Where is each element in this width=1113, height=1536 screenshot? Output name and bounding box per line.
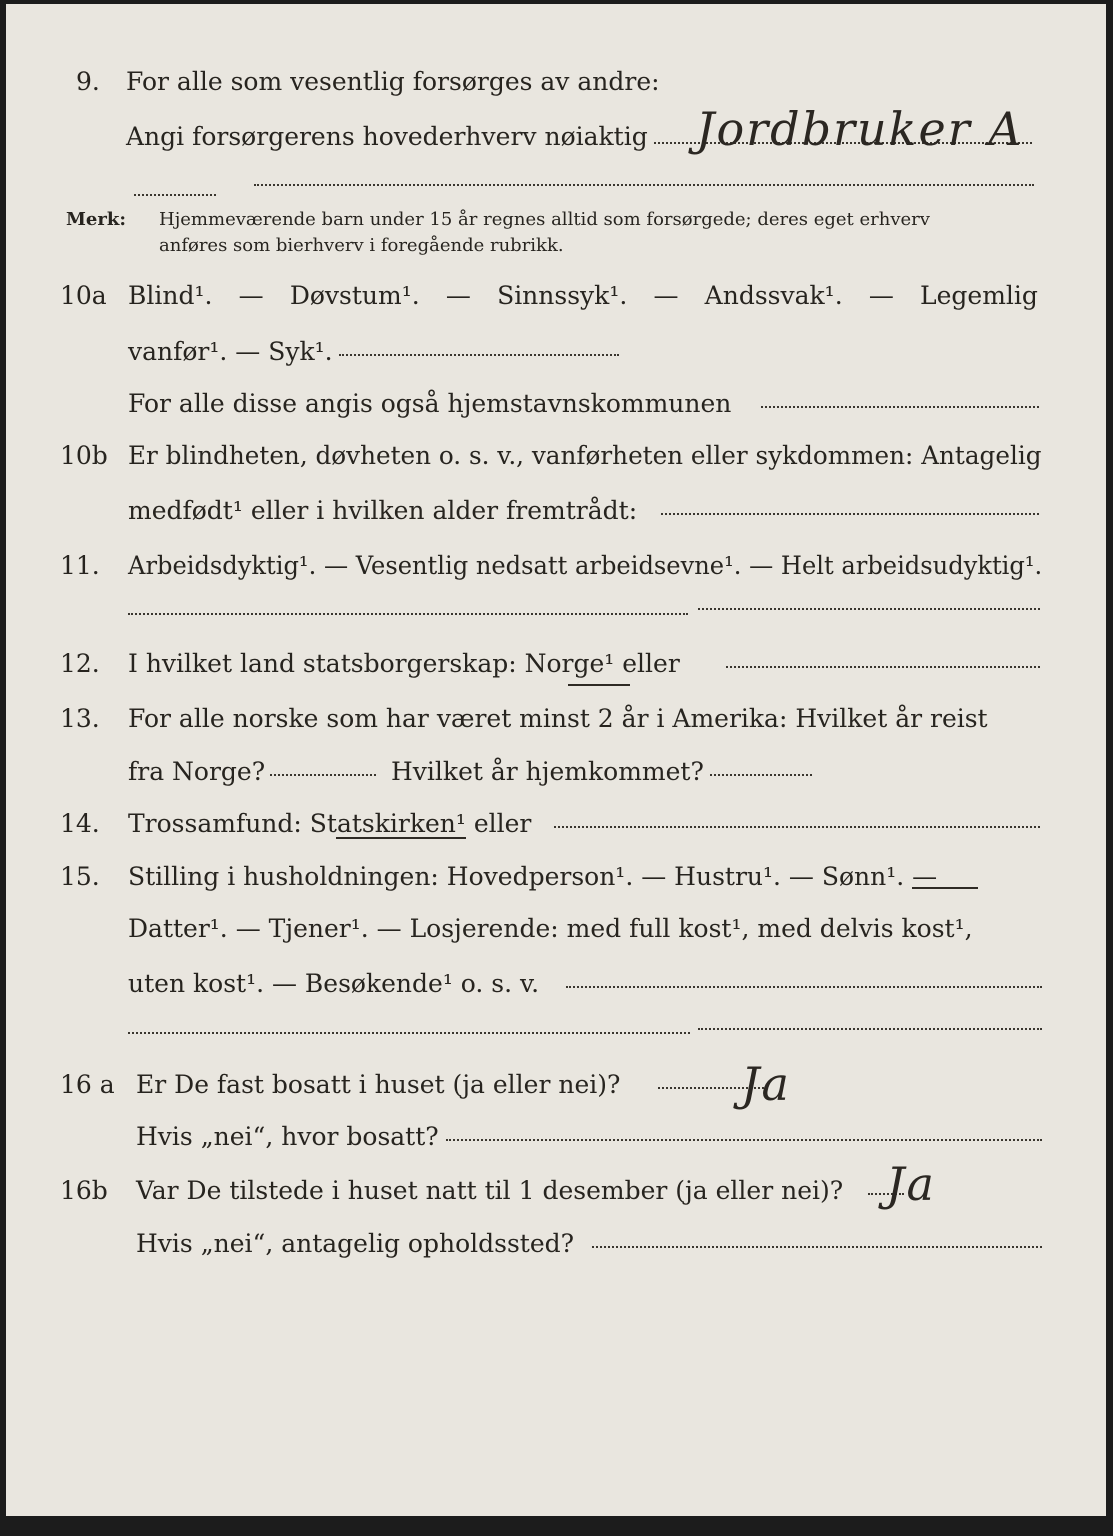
q9-extra-line-a: [134, 194, 216, 196]
q16b-line2: Hvis „nei“, antagelig opholdssted?: [136, 1229, 575, 1258]
q12-eller-line: [726, 666, 1040, 668]
q14-number: 14.: [60, 809, 100, 838]
merk-label: Merk:: [66, 209, 126, 230]
q15-extra-line-a: [128, 1032, 690, 1034]
q12-number: 12.: [60, 649, 100, 678]
q10a-line1: [128, 281, 1038, 311]
q15-line1: Stilling i husholdningen: Hovedperson¹. — Hustru¹. — Sønn¹. —: [128, 862, 938, 891]
q13-hjemkommet-line: [710, 774, 812, 776]
q10a-legemlig: Legemlig: [920, 281, 1038, 310]
q9-line1: For alle som vesentlig forsørges av andre:: [126, 67, 660, 96]
q16a-bosatt-line: [446, 1139, 1042, 1141]
q15-number: 15.: [60, 862, 100, 891]
q13-line2a: fra Norge?: [128, 757, 266, 786]
q10a-line2: vanfør¹. — Syk¹.: [128, 337, 333, 366]
q16a-line2: Hvis „nei“, hvor bosatt?: [136, 1122, 439, 1151]
q10a-dash4: —: [868, 281, 894, 310]
q14-eller-line: [554, 826, 1040, 828]
q10a-dovstum: Døvstum¹.: [289, 281, 420, 310]
q15-line3: uten kost¹. — Besøkende¹ o. s. v.: [128, 969, 540, 998]
q14-text: Trossamfund: Statskirken¹ eller: [128, 809, 532, 838]
q12-text: I hvilket land statsborgerskap: Norge¹ eller: [128, 649, 680, 678]
q16a-line1: Er De fast bosatt i huset (ja eller nei)?: [136, 1070, 621, 1099]
q11-extra-line-b: [698, 608, 1040, 610]
q15-line2: Datter¹. — Tjener¹. — Losjerende: med full kost¹, med delvis kost¹,: [128, 914, 973, 943]
q11-number: 11.: [60, 551, 100, 580]
q9-handwritten-answer: Jordbruker A: [696, 102, 1024, 156]
q13-reist-line: [270, 774, 376, 776]
q15-extra-line-b: [698, 1028, 1042, 1030]
q16a-handwritten-answer: Ja: [741, 1057, 791, 1111]
q11-line1: Arbeidsdyktig¹. — Vesentlig nedsatt arbeidsevne¹. — Helt arbeidsudyktig¹.: [128, 551, 1043, 580]
q15-besokende-line: [566, 986, 1042, 988]
q16b-number: 16b: [60, 1176, 108, 1205]
q10a-sinnssyk: Sinnssyk¹.: [497, 281, 628, 310]
q10a-syk-line: [339, 354, 619, 356]
q16b-handwritten-answer: Ja: [886, 1157, 936, 1211]
q13-number: 13.: [60, 704, 100, 733]
q10a-number: 10a: [60, 281, 107, 310]
q10b-line2: medfødt¹ eller i hvilken alder fremtrådt:: [128, 496, 638, 525]
q16b-opholdssted-line: [592, 1246, 1042, 1248]
q9-line2: Angi forsørgerens hovederhverv nøiaktig: [126, 122, 648, 151]
q9-number: 9.: [76, 67, 100, 96]
q16b-line1: Var De tilstede i huset natt til 1 desember (ja eller nei)?: [136, 1176, 844, 1205]
q10b-line1: Er blindheten, døvheten o. s. v., vanførheten eller sykdommen: Antagelig: [128, 441, 1042, 470]
q14-statskirken-underline: [336, 837, 466, 839]
q10a-andssvak: Andssvak¹.: [704, 281, 843, 310]
q12-norge-underline: [568, 684, 630, 686]
q15-sonn-underline: [912, 887, 978, 889]
q9-extra-line-b: [254, 184, 1034, 186]
q13-line1: For alle norske som har været minst 2 år i Amerika: Hvilket år reist: [128, 704, 988, 733]
q10b-alder-line: [661, 513, 1039, 515]
q13-line2b: Hvilket år hjemkommet?: [391, 757, 704, 786]
q10a-line3: For alle disse angis også hjemstavnskommunen: [128, 389, 732, 418]
q11-extra-line-a: [128, 613, 688, 615]
merk-line2: anføres som bierhverv i foregående rubrikk.: [159, 235, 564, 256]
q10a-dash1: —: [238, 281, 264, 310]
merk-line1: Hjemmeværende barn under 15 år regnes alltid som forsørgede; deres eget erhverv: [159, 209, 930, 230]
q10a-dash3: —: [653, 281, 679, 310]
q10a-kommune-line: [761, 406, 1039, 408]
q10a-blind: Blind¹.: [128, 281, 213, 310]
q10b-number: 10b: [60, 441, 108, 470]
census-form-page: [6, 4, 1106, 1516]
q10a-dash2: —: [445, 281, 471, 310]
q16a-number: 16 a: [60, 1070, 115, 1099]
